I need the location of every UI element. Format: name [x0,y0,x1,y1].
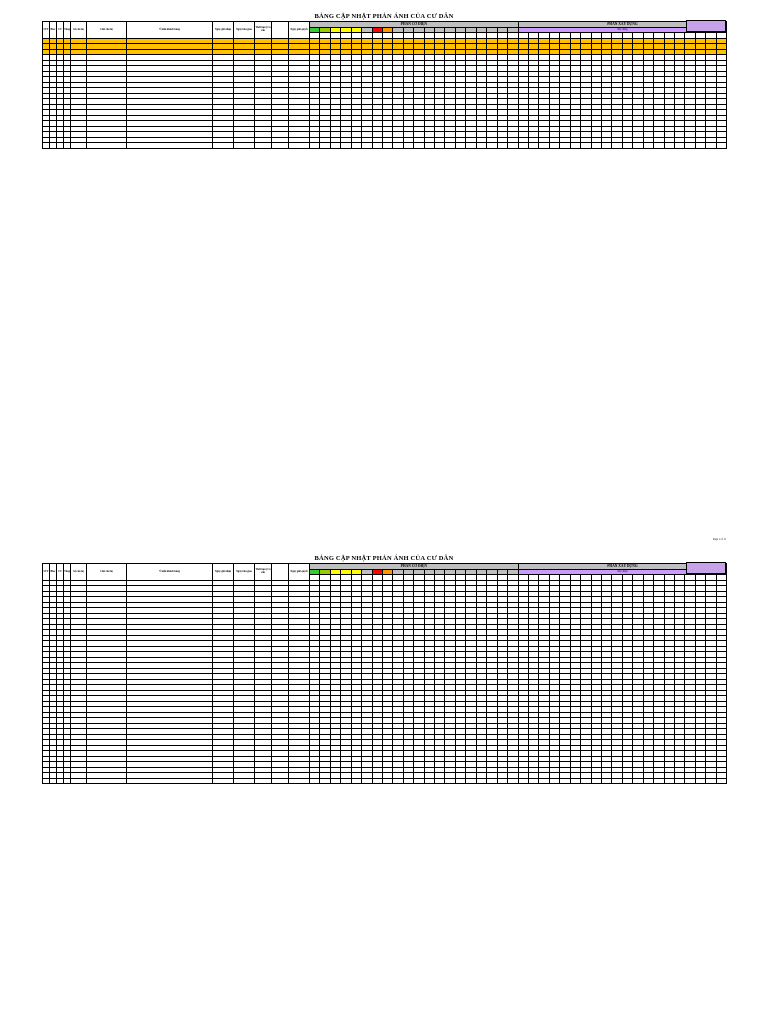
col-header-thoi-han: Thời hạn (3 n cấu [255,22,272,39]
status-cell [654,143,664,149]
corner-note-box [686,562,726,574]
status-cell [570,778,580,784]
col-header-bloc: Bloc [50,564,57,581]
col-header-chu-can-ho: Chủ căn hộ [87,564,127,581]
status-cell [403,143,413,149]
status-cell [508,143,519,149]
col-header-nguoi-cap [272,22,289,39]
status-cell [414,143,424,149]
col-header-so-can-ho: Số căn hộ [71,22,87,39]
cell-so [71,778,87,784]
status-cell [330,778,340,784]
status-cell [341,778,351,784]
status-cell [622,778,632,784]
status-cell [716,143,727,149]
status-cell [654,778,664,784]
status-cell [435,778,445,784]
status-cell [414,778,424,784]
status-cell [695,778,705,784]
col-header-so-can-ho: Số căn hộ [71,564,87,581]
status-cell [372,143,382,149]
status-cell [289,778,310,784]
status-cell [466,778,476,784]
status-cell [341,143,351,149]
cell-bloc [50,143,57,149]
status-cell [372,778,382,784]
status-cell [382,143,392,149]
status-cell [674,778,684,784]
cell-stt [43,143,50,149]
status-cell [581,143,591,149]
section-xay-dung: PHẦN XÂY DỰNG [607,22,638,26]
status-cell [695,143,705,149]
status-cell [445,143,455,149]
status-cell [272,778,289,784]
status-cell [497,778,507,784]
status-cell [435,143,445,149]
cell-chu [87,143,127,149]
status-cell [403,778,413,784]
col-header-ngay-ghi-nhan: Ngày ghi nhận [213,22,234,39]
cell-chu [87,778,127,784]
status-cell [591,143,601,149]
status-cell [255,143,272,149]
cell-stt [43,778,50,784]
status-cell [539,778,549,784]
status-cell [424,143,434,149]
status-cell [455,143,465,149]
status-cell [591,778,601,784]
status-cell [685,778,695,784]
cell-ghi [213,778,234,784]
subsection-xay-dung: Xây dựng [617,27,628,31]
cell-y [127,778,213,784]
cell-giao [234,143,255,149]
status-cell [601,143,611,149]
status-cell [706,778,716,784]
subsection-xay-dung: Xây dựng [617,569,628,573]
status-cell [362,778,372,784]
col-header-bloc: Bloc [50,22,57,39]
status-cell [487,778,497,784]
status-cell [706,143,716,149]
status-cell [529,778,539,784]
col-header-chu-can-ho: Chủ căn hộ [87,22,127,39]
status-cell [570,143,580,149]
col-header-stt: STT [43,564,50,581]
status-cell [310,778,320,784]
status-cell [476,143,486,149]
status-cell [445,778,455,784]
cell-tang [64,778,71,784]
status-cell [685,143,695,149]
feedback-table [42,21,727,149]
status-cell [622,143,632,149]
status-cell [529,143,539,149]
status-cell [601,778,611,784]
cell-so [71,143,87,149]
status-cell [549,778,559,784]
status-cell [320,143,330,149]
status-cell [539,143,549,149]
col-header-ct: CT [57,564,64,581]
status-cell [664,143,674,149]
col-header-y-kien: Ý kiến khách hàng [127,22,213,39]
page-title: BẢNG CẬP NHẬT PHẢN ÁNH CỦA CƯ DÂN [314,555,454,562]
col-header-thoi-han: Thời hạn (3 n cấu [255,564,272,581]
status-cell [393,143,403,149]
col-header-ngay-ghi-nhan: Ngày ghi nhận [213,564,234,581]
status-cell [633,778,643,784]
status-cell [643,143,653,149]
status-cell [272,143,289,149]
col-header-ngay-ban-giao: Ngày bàn giao [234,564,255,581]
status-cell [643,778,653,784]
sheet-page-2 [42,554,726,784]
status-cell [455,778,465,784]
status-cell [382,778,392,784]
table-row[interactable] [43,778,727,784]
section-co-dien: PHẦN CƠ ĐIỆN [400,564,427,568]
col-header-ct: CT [57,22,64,39]
status-cell [487,143,497,149]
status-cell [476,778,486,784]
section-xay-dung: PHẦN XÂY DỰNG [607,564,638,568]
status-cell [508,778,519,784]
status-cell [320,778,330,784]
status-cell [581,778,591,784]
col-header-tang: Tầng [64,22,71,39]
cell-ct [57,143,64,149]
col-header-ngay-giai-quyet: Ngày giải quyết [289,22,310,39]
status-cell [497,143,507,149]
status-cell [330,143,340,149]
col-header-stt: STT [43,22,50,39]
status-cell [351,778,361,784]
status-cell [310,143,320,149]
sheet-page-1 [42,12,726,541]
col-header-tang: Tầng [64,564,71,581]
status-cell [674,143,684,149]
status-cell [560,778,570,784]
cell-y [127,143,213,149]
status-cell [549,143,559,149]
status-cell [518,778,528,784]
feedback-table [42,563,727,784]
cell-ghi [213,143,234,149]
page-title: BẢNG CẬP NHẬT PHẢN ÁNH CỦA CƯ DÂN [314,13,454,20]
status-cell [612,778,622,784]
corner-note-box [686,20,726,32]
status-cell [424,778,434,784]
status-cell [716,778,727,784]
col-header-nguoi-cap [272,564,289,581]
status-cell [362,143,372,149]
table-row[interactable] [43,143,727,149]
cell-giao [234,778,255,784]
status-cell [351,143,361,149]
col-header-y-kien: Ý kiến khách hàng [127,564,213,581]
status-cell [560,143,570,149]
status-cell [289,143,310,149]
status-cell [255,778,272,784]
status-cell [393,778,403,784]
status-cell [664,778,674,784]
page-footer: Page 1 of 11 [713,538,726,541]
cell-ct [57,778,64,784]
status-cell [518,143,528,149]
status-cell [612,143,622,149]
status-cell [633,143,643,149]
cell-tang [64,143,71,149]
col-header-ngay-ban-giao: Ngày bàn giao [234,22,255,39]
section-co-dien: PHẦN CƠ ĐIỆN [400,22,427,26]
status-cell [466,143,476,149]
cell-bloc [50,778,57,784]
col-header-ngay-giai-quyet: Ngày giải quyết [289,564,310,581]
